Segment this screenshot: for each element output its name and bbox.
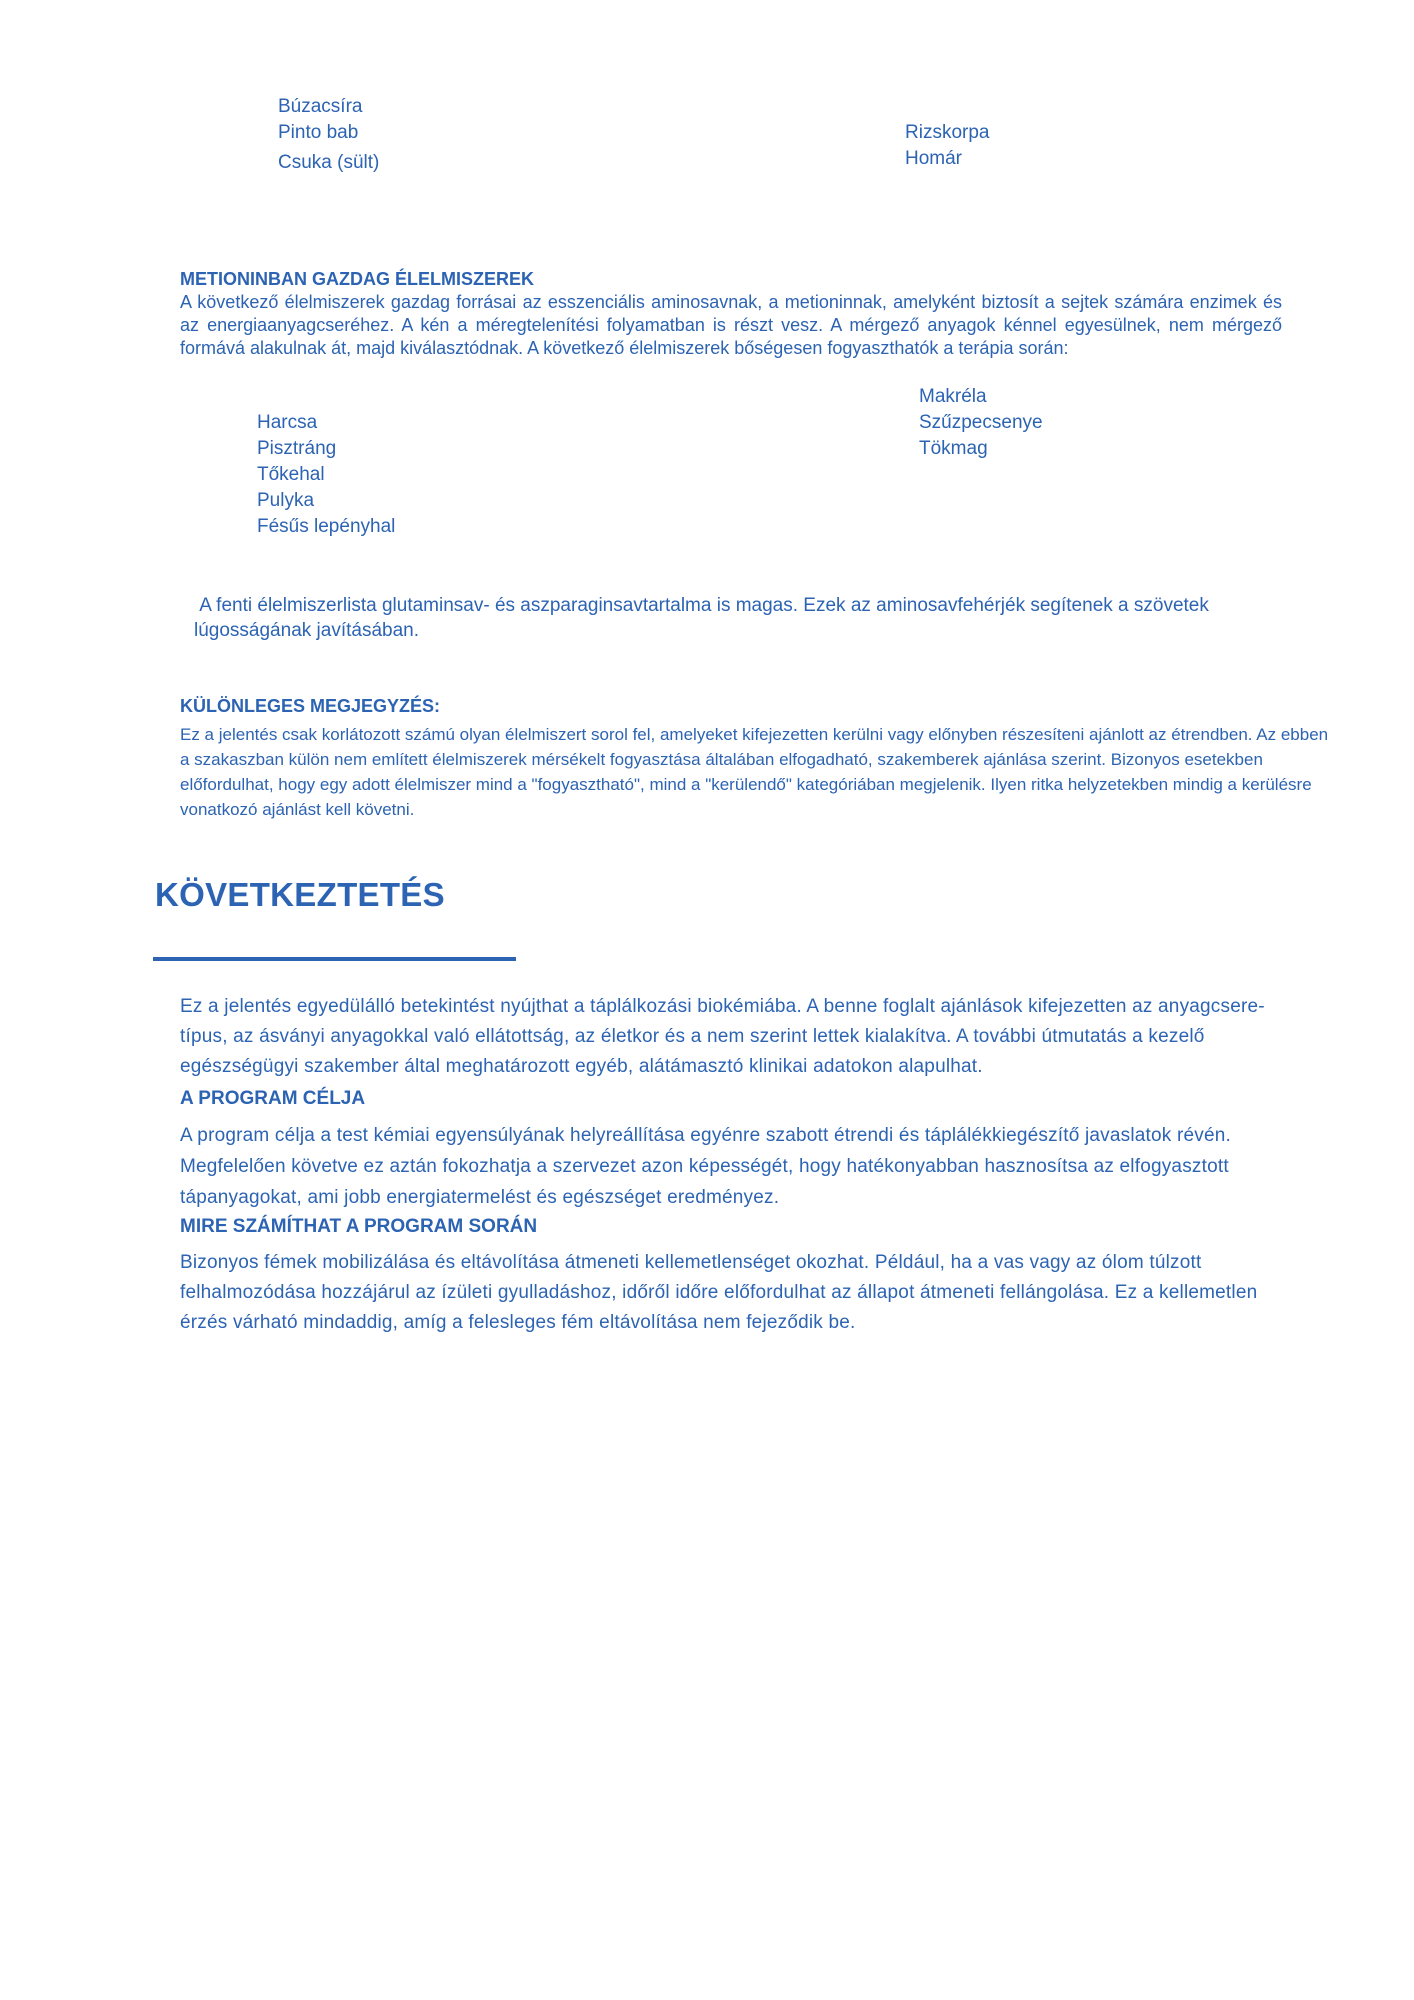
list-item: Tőkehal <box>257 464 325 485</box>
list-item: Harcsa <box>257 412 318 433</box>
list-item: Rizskorpa <box>905 122 990 143</box>
methionine-heading: METIONINBAN GAZDAG ÉLELMISZEREK <box>180 269 534 289</box>
list-item: Szűzpecsenye <box>919 412 1043 433</box>
list-item: Búzacsíra <box>278 96 363 117</box>
list-item: Pinto bab <box>278 122 359 143</box>
list-item: Pisztráng <box>257 438 337 459</box>
list-item: Homár <box>905 148 963 169</box>
list-item: Fésűs lepényhal <box>257 516 396 537</box>
program-goal-heading: A PROGRAM CÉLJA <box>180 1088 366 1109</box>
top-food-list-left <box>278 94 578 176</box>
methionine-list-right <box>919 384 1219 462</box>
list-item: Makréla <box>919 386 987 407</box>
conclusion-heading: KÖVETKEZTETÉS <box>155 876 445 913</box>
methionine-paragraph: A következő élelmiszerek gazdag forrásai az esszenciális aminosavnak, a metioninnak, amelyként biztosít a sejtek számára enzimek és az energiaanyagcseréhez. A kén a méregtelenítési folyamatban is részt vesz. A mérgező anyagok kénnel egyesülnek, nem mérgező formává alakulnak át, majd kiválasztódnak. A következő élelmiszerek bőségesen fogyaszthatók a terápia során: <box>180 292 1282 358</box>
methionine-list-left <box>257 410 557 540</box>
list-item: Tökmag <box>919 438 988 459</box>
list-item: Pulyka <box>257 490 315 511</box>
special-note-heading: KÜLÖNLEGES MEGJEGYZÉS: <box>180 696 441 716</box>
list-item: Csuka (sült) <box>278 152 380 173</box>
expectations-text: Bizonyos fémek mobilizálása és eltávolítása átmeneti kellemetlenséget okozhat. Például, ha a vas vagy az ólom túlzott felhalmozódása hozzájárul az ízületi gyulladáshoz, időről időre előfordulhat az állapot átmeneti fellángolása. Ez a kellemetlen érzés várható mindaddig, amíg a felesleges fém eltávolítása nem fejeződik be. <box>180 1252 1258 1333</box>
top-food-list-right <box>905 120 1205 172</box>
conclusion-intro: Ez a jelentés egyedülálló betekintést nyújthat a táplálkozási biokémiába. A benne foglalt ajánlások kifejezetten az anyagcsere-típus, az ásványi anyagokkal való ellátottság, az életkor és a nem szerint lettek kialakítva. A további útmutatás a kezelő egészségügyi szakember által meghatározott egyéb, alátámasztó klinikai adatokon alapulhat. <box>180 996 1265 1077</box>
conclusion-divider <box>153 957 516 961</box>
methionine-after-text: A fenti élelmiszerlista glutaminsav- és aszparaginsavtartalma is magas. Ezek az aminosavfehérjék segítenek a szövetek lúgosságának javításában. <box>194 595 1215 641</box>
expectations-heading: MIRE SZÁMÍTHAT A PROGRAM SORÁN <box>180 1216 538 1237</box>
special-note-text: Ez a jelentés csak korlátozott számú olyan élelmiszert sorol fel, amelyeket kifejezetten kerülni vagy előnyben részesíteni ajánlott az étrendben. Az ebben a szakaszban külön nem említett élelmiszerek mérsékelt fogyasztása általában elfogadható, szakemberek ajánlása szerint. Bizonyos esetekben előfordulhat, hogy egy adott élelmiszer mind a "fogyasztható", mind a "kerülendő" kategóriában megjelenik. Ilyen ritka helyzetekben mindig a kerülésre vonatkozó ajánlást kell követni. <box>180 725 1329 819</box>
program-goal-text: A program célja a test kémiai egyensúlyának helyreállítása egyénre szabott étrendi és táplálékkiegészítő javaslatok révén. Megfelelően követve ez aztán fokozhatja a szervezet azon képességét, hogy hatékonyabban hasznosítsa az elfogyasztott tápanyagokat, ami jobb energiatermelést és egészséget eredményez. <box>180 1125 1231 1208</box>
